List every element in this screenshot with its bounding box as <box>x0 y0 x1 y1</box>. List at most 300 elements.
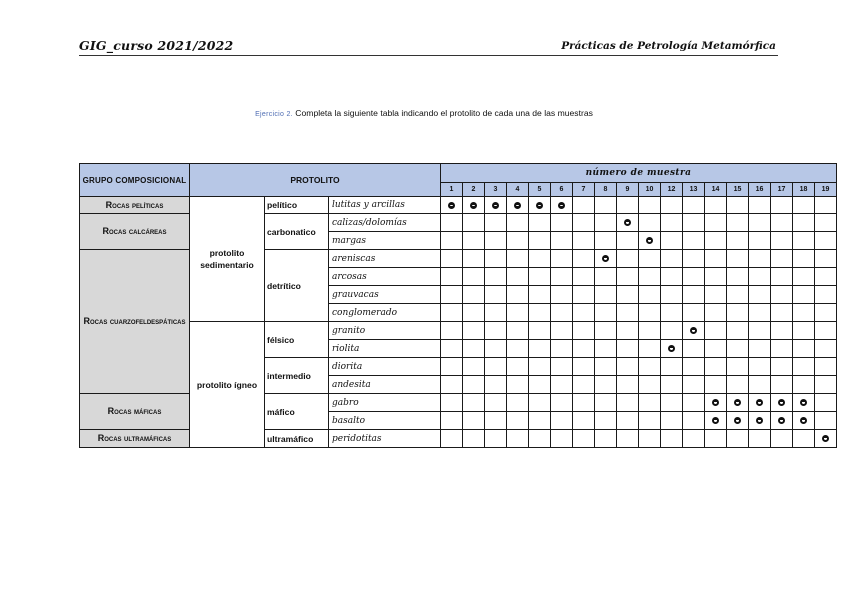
sample-cell <box>551 340 573 358</box>
sample-cell <box>595 430 617 448</box>
sample-cell <box>749 340 771 358</box>
sample-cell <box>683 376 705 394</box>
smiley-mark-icon <box>756 417 763 424</box>
sample-cell <box>573 322 595 340</box>
sample-cell <box>617 286 639 304</box>
sample-cell <box>771 304 793 322</box>
sample-cell <box>815 286 837 304</box>
sample-cell <box>705 232 727 250</box>
sample-cell <box>573 358 595 376</box>
sample-cell <box>815 376 837 394</box>
rock-name: arcosas <box>329 268 441 286</box>
smiley-mark-icon <box>492 202 499 209</box>
sample-cell <box>749 268 771 286</box>
sample-cell <box>815 322 837 340</box>
sample-cell <box>485 412 507 430</box>
sample-cell <box>727 340 749 358</box>
sample-cell <box>727 214 749 232</box>
sample-cell <box>617 232 639 250</box>
sample-cell <box>793 376 815 394</box>
sample-cell <box>771 286 793 304</box>
sample-cell <box>815 358 837 376</box>
sample-cell <box>485 376 507 394</box>
sample-cell <box>551 412 573 430</box>
subtype-mafico: máfico <box>265 394 329 430</box>
sample-cell <box>727 286 749 304</box>
sample-cell <box>573 376 595 394</box>
sample-cell <box>683 304 705 322</box>
sample-cell <box>771 268 793 286</box>
sample-cell <box>507 268 529 286</box>
rock-name: grauvacas <box>329 286 441 304</box>
sample-cell <box>683 430 705 448</box>
sample-cell <box>661 286 683 304</box>
sample-cell <box>485 430 507 448</box>
sample-cell <box>705 250 727 268</box>
sample-cell <box>507 340 529 358</box>
sample-cell <box>771 376 793 394</box>
sample-cell <box>727 232 749 250</box>
sample-cell <box>661 412 683 430</box>
sample-cell <box>507 214 529 232</box>
smiley-mark-icon <box>536 202 543 209</box>
smiley-mark-icon <box>756 399 763 406</box>
sample-cell <box>529 250 551 268</box>
sample-cell <box>551 304 573 322</box>
sample-cell <box>617 214 639 232</box>
subtype-ultramafico: ultramáfico <box>265 430 329 448</box>
sample-cell <box>727 376 749 394</box>
sample-cell <box>463 197 485 214</box>
group-calcareas: Rocas calcáreas <box>80 214 190 250</box>
sample-cell <box>639 232 661 250</box>
sample-cell <box>551 232 573 250</box>
sample-cell <box>749 214 771 232</box>
sample-cell <box>507 394 529 412</box>
sample-cell <box>595 250 617 268</box>
sample-cell <box>529 214 551 232</box>
sample-cell <box>617 430 639 448</box>
sample-cell <box>463 250 485 268</box>
sample-cell <box>529 232 551 250</box>
protolith-table <box>79 163 837 448</box>
subtype-pelitico: pelítico <box>265 197 329 214</box>
sample-cell <box>793 340 815 358</box>
sample-cell <box>639 322 661 340</box>
sample-cell <box>463 214 485 232</box>
sample-cell <box>705 322 727 340</box>
sample-cell <box>529 394 551 412</box>
sample-cell <box>661 340 683 358</box>
smiley-mark-icon <box>558 202 565 209</box>
sample-cell <box>815 197 837 214</box>
sample-number-18: 18 <box>793 183 815 197</box>
sample-cell <box>463 394 485 412</box>
smiley-mark-icon <box>712 399 719 406</box>
sample-cell <box>639 268 661 286</box>
sample-cell <box>441 268 463 286</box>
sample-cell <box>815 304 837 322</box>
sample-cell <box>683 340 705 358</box>
sample-cell <box>595 197 617 214</box>
sample-cell <box>683 232 705 250</box>
rock-name: riolita <box>329 340 441 358</box>
sample-number-5: 5 <box>529 183 551 197</box>
sample-cell <box>815 412 837 430</box>
smiley-mark-icon <box>734 399 741 406</box>
sample-cell <box>661 232 683 250</box>
rock-name: calizas/dolomías <box>329 214 441 232</box>
exercise-text: Completa la siguiente tabla indicando el protolito de cada una de las muestras <box>295 108 593 118</box>
sample-cell <box>485 232 507 250</box>
sample-cell <box>595 322 617 340</box>
sample-cell <box>727 358 749 376</box>
sample-number-16: 16 <box>749 183 771 197</box>
sample-cell <box>463 304 485 322</box>
sample-number-2: 2 <box>463 183 485 197</box>
sample-cell <box>441 358 463 376</box>
sample-cell <box>617 394 639 412</box>
sample-cell <box>485 197 507 214</box>
sample-cell <box>661 376 683 394</box>
sample-cell <box>551 214 573 232</box>
sample-cell <box>507 286 529 304</box>
sample-cell <box>485 304 507 322</box>
sample-cell <box>639 197 661 214</box>
sample-number-9: 9 <box>617 183 639 197</box>
sample-number-14: 14 <box>705 183 727 197</box>
sample-cell <box>441 304 463 322</box>
sample-cell <box>441 197 463 214</box>
sample-cell <box>595 214 617 232</box>
sample-cell <box>639 430 661 448</box>
sample-cell <box>595 268 617 286</box>
sample-number-17: 17 <box>771 183 793 197</box>
smiley-mark-icon <box>800 417 807 424</box>
rock-name: conglomerado <box>329 304 441 322</box>
sample-cell <box>485 358 507 376</box>
sample-cell <box>551 286 573 304</box>
smiley-mark-icon <box>448 202 455 209</box>
sample-cell <box>705 340 727 358</box>
rock-name: andesita <box>329 376 441 394</box>
sample-cell <box>705 376 727 394</box>
sample-cell <box>683 322 705 340</box>
sample-cell <box>639 412 661 430</box>
sample-cell <box>683 214 705 232</box>
sample-cell <box>595 358 617 376</box>
sample-cell <box>771 358 793 376</box>
sample-cell <box>573 430 595 448</box>
sample-cell <box>639 214 661 232</box>
sample-cell <box>463 322 485 340</box>
sample-cell <box>705 304 727 322</box>
sample-cell <box>793 412 815 430</box>
sample-cell <box>573 340 595 358</box>
exercise-label: Ejercicio 2. <box>255 111 293 118</box>
protolito-sedimentario: protolito sedimentario <box>190 197 265 322</box>
sample-cell <box>595 232 617 250</box>
exercise-statement <box>0 108 848 118</box>
sample-cell <box>617 412 639 430</box>
sample-cell <box>639 340 661 358</box>
sample-cell <box>815 214 837 232</box>
sample-cell <box>529 340 551 358</box>
column-header-grupo: GRUPO COMPOSICIONAL <box>80 164 190 197</box>
sample-cell <box>705 286 727 304</box>
rock-name: lutitas y arcillas <box>329 197 441 214</box>
sample-cell <box>507 376 529 394</box>
sample-cell <box>793 394 815 412</box>
sample-cell <box>441 322 463 340</box>
sample-cell <box>661 214 683 232</box>
smiley-mark-icon <box>624 219 631 226</box>
sample-cell <box>485 286 507 304</box>
sample-number-19: 19 <box>815 183 837 197</box>
sample-cell <box>793 304 815 322</box>
sample-cell <box>705 197 727 214</box>
column-header-numero: número de muestra <box>441 164 837 183</box>
sample-cell <box>485 322 507 340</box>
sample-cell <box>617 304 639 322</box>
smiley-mark-icon <box>778 399 785 406</box>
sample-cell <box>639 394 661 412</box>
table-row <box>80 322 837 340</box>
sample-cell <box>683 394 705 412</box>
sample-cell <box>661 250 683 268</box>
sample-cell <box>727 412 749 430</box>
sample-cell <box>793 286 815 304</box>
sample-cell <box>727 430 749 448</box>
sample-cell <box>749 250 771 268</box>
sample-cell <box>727 250 749 268</box>
sample-cell <box>551 250 573 268</box>
sample-cell <box>771 340 793 358</box>
sample-cell <box>529 430 551 448</box>
rock-name: basalto <box>329 412 441 430</box>
sample-cell <box>617 322 639 340</box>
sample-cell <box>573 197 595 214</box>
group-maficas: Rocas máficas <box>80 394 190 430</box>
sample-cell <box>573 412 595 430</box>
sample-cell <box>793 268 815 286</box>
sample-cell <box>771 430 793 448</box>
sample-cell <box>793 250 815 268</box>
sample-cell <box>771 412 793 430</box>
sample-cell <box>573 250 595 268</box>
column-header-protolito: PROTOLITO <box>190 164 441 197</box>
sample-cell <box>661 394 683 412</box>
sample-cell <box>441 250 463 268</box>
sample-cell <box>771 232 793 250</box>
sample-cell <box>771 197 793 214</box>
sample-cell <box>705 412 727 430</box>
sample-cell <box>661 197 683 214</box>
smiley-mark-icon <box>778 417 785 424</box>
protolito-igneo: protolito ígneo <box>190 322 265 448</box>
sample-cell <box>463 412 485 430</box>
sample-cell <box>661 304 683 322</box>
sample-cell <box>463 232 485 250</box>
sample-cell <box>749 322 771 340</box>
sample-cell <box>551 376 573 394</box>
sample-cell <box>485 214 507 232</box>
sample-cell <box>683 268 705 286</box>
sample-cell <box>639 304 661 322</box>
rock-name: gabro <box>329 394 441 412</box>
sample-cell <box>441 214 463 232</box>
rock-name: diorita <box>329 358 441 376</box>
sample-cell <box>551 430 573 448</box>
group-cuarzofeldespaticas: Rocas cuarzofeldespáticas <box>80 250 190 394</box>
sample-number-4: 4 <box>507 183 529 197</box>
sample-cell <box>617 268 639 286</box>
sample-cell <box>749 394 771 412</box>
smiley-mark-icon <box>712 417 719 424</box>
sample-number-12: 12 <box>661 183 683 197</box>
sample-cell <box>441 394 463 412</box>
sample-cell <box>815 394 837 412</box>
sample-cell <box>661 322 683 340</box>
sample-cell <box>661 268 683 286</box>
subtype-carbonatico: carbonatico <box>265 214 329 250</box>
header-divider <box>79 55 778 56</box>
sample-cell <box>463 358 485 376</box>
smiley-mark-icon <box>734 417 741 424</box>
sample-cell <box>485 394 507 412</box>
sample-cell <box>507 250 529 268</box>
sample-cell <box>441 430 463 448</box>
sample-cell <box>683 250 705 268</box>
sample-cell <box>793 197 815 214</box>
sample-cell <box>749 197 771 214</box>
sample-cell <box>529 197 551 214</box>
sample-cell <box>595 394 617 412</box>
sample-cell <box>441 286 463 304</box>
sample-cell <box>507 197 529 214</box>
sample-cell <box>441 232 463 250</box>
sample-cell <box>595 286 617 304</box>
sample-cell <box>529 286 551 304</box>
sample-cell <box>793 214 815 232</box>
sample-cell <box>749 412 771 430</box>
smiley-mark-icon <box>822 435 829 442</box>
sample-cell <box>595 412 617 430</box>
sample-cell <box>441 340 463 358</box>
sample-cell <box>463 430 485 448</box>
sample-cell <box>551 197 573 214</box>
sample-cell <box>749 358 771 376</box>
sample-cell <box>529 304 551 322</box>
sample-cell <box>617 250 639 268</box>
sample-cell <box>573 268 595 286</box>
smiley-mark-icon <box>470 202 477 209</box>
sample-number-3: 3 <box>485 183 507 197</box>
sample-number-15: 15 <box>727 183 749 197</box>
sample-cell <box>727 197 749 214</box>
smiley-mark-icon <box>690 327 697 334</box>
sample-number-10: 10 <box>639 183 661 197</box>
sample-cell <box>661 430 683 448</box>
sample-cell <box>595 304 617 322</box>
sample-cell <box>815 232 837 250</box>
sample-cell <box>639 286 661 304</box>
rock-name: peridotitas <box>329 430 441 448</box>
rock-name: margas <box>329 232 441 250</box>
sample-cell <box>507 412 529 430</box>
sample-cell <box>639 250 661 268</box>
sample-number-7: 7 <box>573 183 595 197</box>
sample-cell <box>595 340 617 358</box>
sample-cell <box>573 394 595 412</box>
sample-cell <box>617 340 639 358</box>
sample-cell <box>507 322 529 340</box>
sample-cell <box>771 214 793 232</box>
sample-cell <box>441 376 463 394</box>
sample-cell <box>551 358 573 376</box>
sample-cell <box>749 232 771 250</box>
sample-number-13: 13 <box>683 183 705 197</box>
sample-cell <box>463 340 485 358</box>
smiley-mark-icon <box>668 345 675 352</box>
sample-cell <box>507 232 529 250</box>
header-course: GIG_curso 2021/2022 <box>79 38 234 53</box>
sample-cell <box>485 268 507 286</box>
sample-cell <box>551 322 573 340</box>
sample-cell <box>793 322 815 340</box>
sample-cell <box>551 268 573 286</box>
sample-cell <box>705 430 727 448</box>
sample-number-1: 1 <box>441 183 463 197</box>
sample-cell <box>815 250 837 268</box>
sample-cell <box>529 376 551 394</box>
subtype-detritico: detrítico <box>265 250 329 322</box>
sample-cell <box>727 394 749 412</box>
group-ultramaficas: Rocas ultramáficas <box>80 430 190 448</box>
sample-cell <box>793 430 815 448</box>
sample-cell <box>749 376 771 394</box>
smiley-mark-icon <box>800 399 807 406</box>
sample-cell <box>573 232 595 250</box>
rock-name: areniscas <box>329 250 441 268</box>
sample-cell <box>595 376 617 394</box>
sample-cell <box>639 376 661 394</box>
sample-cell <box>661 358 683 376</box>
sample-cell <box>617 358 639 376</box>
sample-cell <box>793 358 815 376</box>
sample-cell <box>507 304 529 322</box>
sample-cell <box>529 322 551 340</box>
sample-cell <box>463 286 485 304</box>
sample-cell <box>683 358 705 376</box>
sample-cell <box>683 197 705 214</box>
sample-cell <box>617 376 639 394</box>
sample-cell <box>771 250 793 268</box>
sample-cell <box>749 286 771 304</box>
sample-cell <box>463 268 485 286</box>
sample-cell <box>573 304 595 322</box>
sample-number-8: 8 <box>595 183 617 197</box>
sample-cell <box>551 394 573 412</box>
smiley-mark-icon <box>514 202 521 209</box>
group-peliticas: Rocas pelíticas <box>80 197 190 214</box>
sample-cell <box>727 268 749 286</box>
sample-cell <box>705 394 727 412</box>
smiley-mark-icon <box>646 237 653 244</box>
sample-cell <box>815 268 837 286</box>
sample-number-6: 6 <box>551 183 573 197</box>
header-subject: Prácticas de Petrología Metamórfica <box>561 40 776 52</box>
